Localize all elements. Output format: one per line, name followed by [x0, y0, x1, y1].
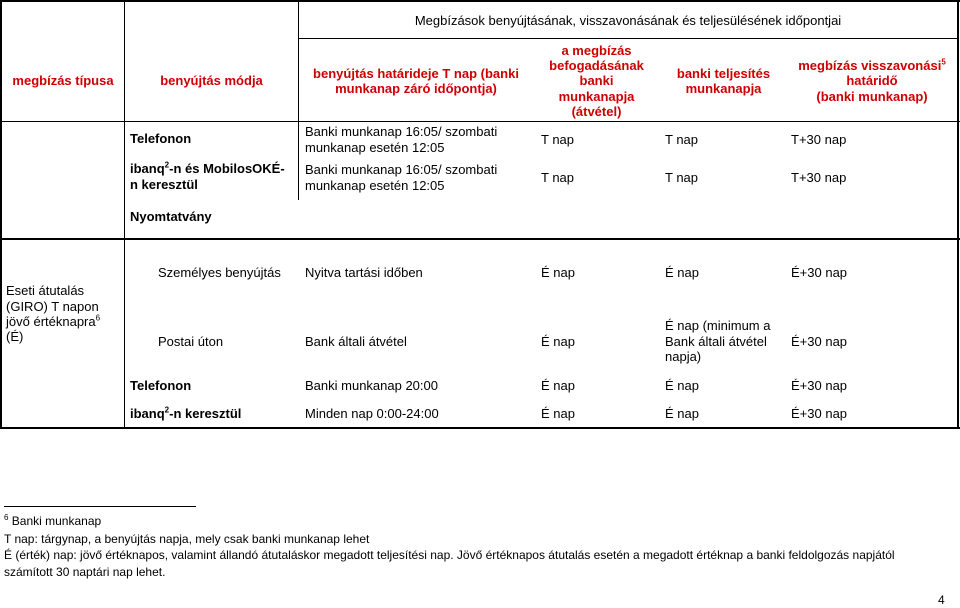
- table-border-right: [957, 0, 959, 429]
- row1-deadline-1: Banki munkanap 16:05/ szombati: [305, 124, 498, 139]
- giro-row4-method-a: ibanq: [130, 406, 165, 421]
- giro-type-3: [6, 314, 100, 329]
- footnote-6: [4, 514, 101, 528]
- giro-row2-method: Postai úton: [158, 334, 224, 349]
- header-deadline-2: munkanap záró időpontja): [335, 81, 497, 96]
- giro-row1-deadline: Nyitva tartási időben: [305, 265, 423, 280]
- table-title: Megbízások benyújtásának, visszavonásának és teljesülésének időpontjai: [414, 13, 842, 28]
- giro-row3-execution: É nap: [665, 378, 699, 393]
- row2-method-2: n keresztül: [130, 177, 198, 192]
- row2-method-1: [130, 161, 285, 176]
- giro-row3-acceptance: É nap: [541, 378, 575, 393]
- row1-acceptance: T nap: [541, 132, 575, 147]
- header-acceptance-1: a megbízás: [561, 43, 632, 58]
- divider-type-col: [124, 0, 125, 429]
- footnote-ref-6: 6: [95, 313, 101, 323]
- divider-method-col: [298, 0, 299, 200]
- giro-row1-acceptance: É nap: [541, 265, 575, 280]
- giro-row2-execution-2: Bank általi átvétel: [665, 334, 767, 349]
- row2-deadline-1: Banki munkanap 16:05/ szombati: [305, 162, 498, 177]
- giro-type-4: (É): [6, 329, 24, 344]
- giro-row2-acceptance: É nap: [541, 334, 575, 349]
- row1-execution: T nap: [665, 132, 699, 147]
- header-acceptance-4: munkanapja: [558, 89, 635, 104]
- footnote-e-nap-1: É (érték) nap: jövő értéknapos, valamint állandó átutaláskor megadott teljesítési nap. Jövő értéknapos átutalás esetén a megadott értéknap a banki feldolgozás napjától: [4, 548, 895, 562]
- divider-title-row: [298, 38, 958, 39]
- giro-row3-method: Telefonon: [130, 378, 192, 393]
- footnote-ref-2: 2: [164, 160, 170, 170]
- header-revocation-2: határidő: [846, 73, 898, 88]
- row1-revocation: T+30 nap: [791, 132, 847, 147]
- header-revocation-1: [788, 58, 956, 73]
- footnote-t-nap: T nap: tárgynap, a benyújtás napja, mely csak banki munkanap lehet: [4, 532, 370, 546]
- row2-deadline-2: munkanap esetén 12:05: [305, 178, 445, 193]
- giro-type-3-text: jövő értéknapra: [6, 314, 96, 329]
- row2-revocation: T+30 nap: [791, 170, 847, 185]
- footnote-ref-5: 5: [941, 57, 946, 67]
- giro-row4-method-b: -n keresztül: [169, 406, 242, 421]
- table-border-left: [0, 0, 2, 429]
- giro-row4-revocation: É+30 nap: [791, 406, 848, 421]
- header-execution-1: banki teljesítés: [676, 66, 771, 81]
- footnote-e-nap-2: számított 30 naptári nap lehet.: [4, 565, 166, 579]
- header-deadline-1: benyújtás határideje T nap (banki: [313, 66, 519, 81]
- giro-footnote-ref-2: 2: [164, 405, 170, 415]
- giro-row4-method: [130, 406, 241, 421]
- giro-type-2: (GIRO) T napon: [6, 299, 99, 314]
- header-method: benyújtás módja: [160, 73, 263, 88]
- header-type: megbízás típusa: [12, 73, 114, 88]
- giro-row4-execution: É nap: [665, 406, 699, 421]
- header-revocation-3: (banki munkanap): [816, 89, 928, 104]
- giro-row3-revocation: É+30 nap: [791, 378, 848, 393]
- giro-row2-execution-3: napja): [665, 349, 702, 364]
- giro-row1-revocation: É+30 nap: [791, 265, 848, 280]
- giro-row4-acceptance: É nap: [541, 406, 575, 421]
- giro-row3-deadline: Banki munkanap 20:00: [305, 378, 438, 393]
- row1-deadline-2: munkanap esetén 12:05: [305, 140, 445, 155]
- row2-method-a: ibanq: [130, 161, 165, 176]
- page-number: 4: [938, 593, 945, 607]
- table-border-top: [0, 0, 960, 2]
- footnote-separator: [4, 506, 196, 507]
- header-acceptance-2: befogadásának: [549, 58, 644, 73]
- footnote-6-text: Banki munkanap: [8, 514, 102, 528]
- row1-method: Telefonon: [130, 131, 192, 146]
- giro-row2-execution-1: É nap (minimum a: [665, 318, 771, 333]
- giro-row2-deadline: Bank általi átvétel: [305, 334, 407, 349]
- giro-row1-method: Személyes benyújtás: [158, 265, 281, 280]
- header-acceptance-5: (átvétel): [571, 104, 622, 119]
- row3-method: Nyomtatvány: [130, 209, 212, 224]
- header-revocation-text: megbízás visszavonási: [798, 58, 942, 73]
- row2-acceptance: T nap: [541, 170, 575, 185]
- table-border-bottom: [0, 427, 960, 429]
- giro-type-1: Eseti átutalás: [6, 283, 85, 298]
- giro-row1-execution: É nap: [665, 265, 699, 280]
- giro-row4-deadline: Minden nap 0:00-24:00: [305, 406, 439, 421]
- row2-method-b: -n és MobilosOKÉ-: [169, 161, 285, 176]
- header-execution-2: munkanapja: [685, 81, 762, 96]
- header-acceptance-3: banki: [579, 73, 614, 88]
- row2-execution: T nap: [665, 170, 699, 185]
- giro-row2-revocation: É+30 nap: [791, 334, 848, 349]
- footnote-6-number: 6: [4, 513, 9, 522]
- divider-section: [0, 238, 960, 240]
- divider-header-row: [0, 121, 960, 122]
